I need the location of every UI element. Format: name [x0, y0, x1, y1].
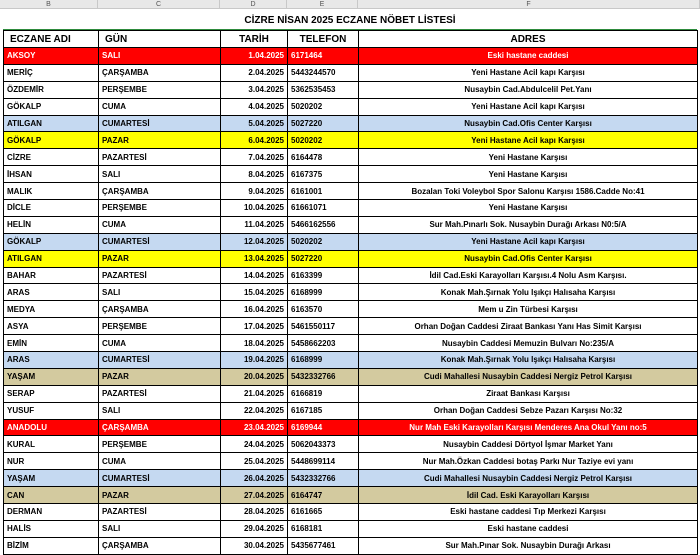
cell-date[interactable]: 5.04.2025: [221, 115, 288, 132]
cell-address[interactable]: Konak Mah.Şırnak Yolu Işıkçı Halısaha Karşısı: [359, 352, 698, 369]
cell-date[interactable]: 12.04.2025: [221, 233, 288, 250]
cell-address[interactable]: Eski hastane caddesi: [359, 520, 698, 537]
cell-date[interactable]: 26.04.2025: [221, 470, 288, 487]
table-row: [4, 166, 698, 183]
cell-date[interactable]: 20.04.2025: [221, 368, 288, 385]
cell-date[interactable]: 27.04.2025: [221, 487, 288, 504]
cell-phone[interactable]: 6171464: [288, 48, 359, 65]
sheet-title: CİZRE NİSAN 2025 ECZANE NÖBET LİSTESİ: [244, 15, 456, 26]
cell-phone[interactable]: 6168999: [288, 352, 359, 369]
cell-address[interactable]: Orhan Doğan Caddesi Sebze Pazarı Karşısı No:32: [359, 402, 698, 419]
cell-address[interactable]: Yeni Hastane Acil kapı Karşısı: [359, 64, 698, 81]
cell-address[interactable]: Yeni Hastane Acil kapı Karşısı: [359, 98, 698, 115]
table-row: [4, 470, 698, 487]
cell-address[interactable]: Nur Mah Eski Karayolları Karşısı Menderes Ana Okul Yanı no:5: [359, 419, 698, 436]
cell-day[interactable]: PAZAR: [99, 487, 221, 504]
cell-address[interactable]: Nusaybin Caddesi Memuzin Bulvarı No:235/A: [359, 335, 698, 352]
cell-day[interactable]: CUMARTESİ: [99, 115, 221, 132]
table-row: [4, 352, 698, 369]
cell-phone[interactable]: 5362535453: [288, 81, 359, 98]
cell-address[interactable]: Nusaybin Caddesi Dörtyol İşmar Market Yanı: [359, 436, 698, 453]
cell-date[interactable]: 7.04.2025: [221, 149, 288, 166]
cell-date[interactable]: 3.04.2025: [221, 81, 288, 98]
cell-date[interactable]: 4.04.2025: [221, 98, 288, 115]
cell-date[interactable]: 17.04.2025: [221, 318, 288, 335]
cell-date[interactable]: 25.04.2025: [221, 453, 288, 470]
column-letter-c[interactable]: C: [98, 0, 220, 9]
cell-day[interactable]: ÇARŞAMBA: [99, 419, 221, 436]
spreadsheet-column-header: [0, 0, 700, 9]
cell-pharmacy-name[interactable]: KURAL: [4, 436, 99, 453]
cell-phone[interactable]: 6167375: [288, 166, 359, 183]
cell-address[interactable]: Nur Mah.Özkan Caddesi botaş Parkı Nur Taziye evi yanı: [359, 453, 698, 470]
cell-pharmacy-name[interactable]: ÖZDEMİR: [4, 81, 99, 98]
cell-pharmacy-name[interactable]: İHSAN: [4, 166, 99, 183]
cell-address[interactable]: Orhan Doğan Caddesi Ziraat Bankası Yanı Has Simit Karşısı: [359, 318, 698, 335]
cell-day[interactable]: SALI: [99, 166, 221, 183]
cell-phone[interactable]: 5466162556: [288, 216, 359, 233]
header-pharmacy-name[interactable]: ECZANE ADI: [4, 31, 99, 48]
cell-phone[interactable]: 5027220: [288, 115, 359, 132]
cell-date[interactable]: 24.04.2025: [221, 436, 288, 453]
cell-pharmacy-name[interactable]: EMİN: [4, 335, 99, 352]
cell-address[interactable]: Nusaybin Cad.Ofis Center Karşısı: [359, 115, 698, 132]
cell-pharmacy-name[interactable]: CAN: [4, 487, 99, 504]
cell-phone[interactable]: 5020202: [288, 233, 359, 250]
cell-pharmacy-name[interactable]: YUSUF: [4, 402, 99, 419]
cell-day[interactable]: CUMA: [99, 216, 221, 233]
cell-address[interactable]: Yeni Hastane Acil kapı Karşısı: [359, 132, 698, 149]
cell-phone[interactable]: 5448699114: [288, 453, 359, 470]
cell-phone[interactable]: 6161665: [288, 504, 359, 521]
cell-address[interactable]: Sur Mah.Pınar Sok. Nusaybin Durağı Arkası: [359, 537, 698, 554]
pharmacy-duty-table: [3, 30, 698, 555]
cell-day[interactable]: PAZAR: [99, 250, 221, 267]
cell-pharmacy-name[interactable]: AKSOY: [4, 48, 99, 65]
table-row: [4, 183, 698, 200]
table-row: [4, 301, 698, 318]
cell-day[interactable]: CUMA: [99, 453, 221, 470]
cell-date[interactable]: 18.04.2025: [221, 335, 288, 352]
cell-day[interactable]: PAZAR: [99, 132, 221, 149]
cell-day[interactable]: PERŞEMBE: [99, 436, 221, 453]
cell-phone[interactable]: 6161001: [288, 183, 359, 200]
cell-day[interactable]: ÇARŞAMBA: [99, 64, 221, 81]
cell-pharmacy-name[interactable]: DERMAN: [4, 504, 99, 521]
header-date[interactable]: TARİH: [221, 31, 288, 48]
cell-phone[interactable]: 6163399: [288, 267, 359, 284]
cell-address[interactable]: İdil Cad.Eski Karayolları Karşısı.4 Nolu Asm Karşısı.: [359, 267, 698, 284]
cell-day[interactable]: PAZARTESİ: [99, 385, 221, 402]
table-row: [4, 385, 698, 402]
cell-pharmacy-name[interactable]: NUR: [4, 453, 99, 470]
cell-day[interactable]: SALI: [99, 402, 221, 419]
cell-address[interactable]: Eski hastane caddesi: [359, 48, 698, 65]
table-row: [4, 200, 698, 217]
cell-pharmacy-name[interactable]: ATILGAN: [4, 115, 99, 132]
cell-pharmacy-name[interactable]: HALİS: [4, 520, 99, 537]
header-day[interactable]: GÜN: [99, 31, 221, 48]
cell-address[interactable]: Yeni Hastane Karşısı: [359, 200, 698, 217]
cell-phone[interactable]: 5461550117: [288, 318, 359, 335]
table-row: [4, 537, 698, 554]
cell-phone[interactable]: 61661071: [288, 200, 359, 217]
table-row: [4, 368, 698, 385]
cell-day[interactable]: SALI: [99, 520, 221, 537]
cell-phone[interactable]: 6169944: [288, 419, 359, 436]
table-row: [4, 81, 698, 98]
cell-address[interactable]: Bozalan Toki Voleybol Spor Salonu Karşısı 1586.Cadde No:41: [359, 183, 698, 200]
cell-address[interactable]: Konak Mah.Şırnak Yolu Işıkçı Halısaha Karşısı: [359, 284, 698, 301]
table-row: [4, 149, 698, 166]
cell-day[interactable]: SALI: [99, 48, 221, 65]
table-row: [4, 233, 698, 250]
cell-day[interactable]: PAZARTESİ: [99, 504, 221, 521]
table-body: [4, 48, 698, 555]
cell-date[interactable]: 9.04.2025: [221, 183, 288, 200]
cell-address[interactable]: Cudi Mahallesi Nusaybin Caddesi Nergiz Petrol Karşısı: [359, 368, 698, 385]
table-row: [4, 267, 698, 284]
cell-address[interactable]: Nusaybin Cad.Abdulcelil Pet.Yanı: [359, 81, 698, 98]
cell-pharmacy-name[interactable]: YAŞAM: [4, 368, 99, 385]
table-row: [4, 520, 698, 537]
cell-day[interactable]: CUMA: [99, 335, 221, 352]
cell-phone[interactable]: 5435677461: [288, 537, 359, 554]
cell-phone[interactable]: 5062043373: [288, 436, 359, 453]
column-letter-d[interactable]: D: [220, 0, 287, 9]
cell-date[interactable]: 16.04.2025: [221, 301, 288, 318]
cell-date[interactable]: 30.04.2025: [221, 537, 288, 554]
cell-phone[interactable]: 6166819: [288, 385, 359, 402]
cell-date[interactable]: 1.04.2025: [221, 48, 288, 65]
cell-date[interactable]: 21.04.2025: [221, 385, 288, 402]
table-row: [4, 216, 698, 233]
column-letter-f[interactable]: F: [358, 0, 700, 9]
cell-date[interactable]: 8.04.2025: [221, 166, 288, 183]
cell-pharmacy-name[interactable]: ATILGAN: [4, 250, 99, 267]
cell-pharmacy-name[interactable]: ARAS: [4, 284, 99, 301]
table-row: [4, 402, 698, 419]
cell-date[interactable]: 29.04.2025: [221, 520, 288, 537]
cell-phone[interactable]: 6168999: [288, 284, 359, 301]
cell-phone[interactable]: 5020202: [288, 132, 359, 149]
cell-phone[interactable]: 5443244570: [288, 64, 359, 81]
cell-phone[interactable]: 5432332766: [288, 368, 359, 385]
cell-pharmacy-name[interactable]: HELİN: [4, 216, 99, 233]
table-row: [4, 64, 698, 81]
cell-day[interactable]: CUMARTESİ: [99, 233, 221, 250]
cell-day[interactable]: SALI: [99, 284, 221, 301]
cell-day[interactable]: PERŞEMBE: [99, 200, 221, 217]
cell-pharmacy-name[interactable]: ANADOLU: [4, 419, 99, 436]
header-address[interactable]: ADRES: [359, 31, 698, 48]
cell-phone[interactable]: 6168181: [288, 520, 359, 537]
cell-pharmacy-name[interactable]: MEDYA: [4, 301, 99, 318]
cell-pharmacy-name[interactable]: YAŞAM: [4, 470, 99, 487]
table-row: [4, 419, 698, 436]
cell-date[interactable]: 11.04.2025: [221, 216, 288, 233]
cell-address[interactable]: Ziraat Bankası Karşısı: [359, 385, 698, 402]
table-row: [4, 318, 698, 335]
cell-day[interactable]: ÇARŞAMBA: [99, 537, 221, 554]
cell-date[interactable]: 19.04.2025: [221, 352, 288, 369]
cell-phone[interactable]: 5027220: [288, 250, 359, 267]
table-row: [4, 436, 698, 453]
column-letter-e[interactable]: E: [287, 0, 358, 9]
cell-address[interactable]: Cudi Mahallesi Nusaybin Caddesi Nergiz Petrol Karşısı: [359, 470, 698, 487]
cell-address[interactable]: Eski hastane caddesi Tıp Merkezi Karşısı: [359, 504, 698, 521]
cell-day[interactable]: PERŞEMBE: [99, 318, 221, 335]
cell-day[interactable]: ÇARŞAMBA: [99, 301, 221, 318]
column-letter-b[interactable]: B: [0, 0, 98, 9]
cell-pharmacy-name[interactable]: GÖKALP: [4, 98, 99, 115]
cell-address[interactable]: Mem u Zin Türbesi Karşısı: [359, 301, 698, 318]
cell-phone[interactable]: 6167185: [288, 402, 359, 419]
cell-address[interactable]: İdil Cad. Eski Karayolları Karşısı: [359, 487, 698, 504]
cell-pharmacy-name[interactable]: DİCLE: [4, 200, 99, 217]
cell-phone[interactable]: 5432332766: [288, 470, 359, 487]
cell-date[interactable]: 6.04.2025: [221, 132, 288, 149]
cell-pharmacy-name[interactable]: GÖKALP: [4, 132, 99, 149]
cell-pharmacy-name[interactable]: SERAP: [4, 385, 99, 402]
cell-phone[interactable]: 5020202: [288, 98, 359, 115]
table-row: [4, 98, 698, 115]
cell-address[interactable]: Yeni Hastane Acil kapı Karşısı: [359, 233, 698, 250]
cell-date[interactable]: 2.04.2025: [221, 64, 288, 81]
table-header-row: [4, 31, 698, 48]
cell-pharmacy-name[interactable]: ASYA: [4, 318, 99, 335]
cell-day[interactable]: PAZAR: [99, 368, 221, 385]
header-phone[interactable]: TELEFON: [288, 31, 359, 48]
table-row: [4, 284, 698, 301]
table-row: [4, 132, 698, 149]
cell-date[interactable]: 23.04.2025: [221, 419, 288, 436]
cell-address[interactable]: Yeni Hastane Karşısı: [359, 166, 698, 183]
cell-phone[interactable]: 6164747: [288, 487, 359, 504]
cell-day[interactable]: ÇARŞAMBA: [99, 183, 221, 200]
table-row: [4, 504, 698, 521]
cell-pharmacy-name[interactable]: BİZİM: [4, 537, 99, 554]
cell-date[interactable]: 22.04.2025: [221, 402, 288, 419]
table-row: [4, 453, 698, 470]
cell-pharmacy-name[interactable]: CİZRE: [4, 149, 99, 166]
cell-date[interactable]: 28.04.2025: [221, 504, 288, 521]
cell-date[interactable]: 14.04.2025: [221, 267, 288, 284]
table-row: [4, 48, 698, 65]
cell-day[interactable]: CUMARTESİ: [99, 352, 221, 369]
cell-pharmacy-name[interactable]: GÖKALP: [4, 233, 99, 250]
cell-day[interactable]: CUMARTESİ: [99, 470, 221, 487]
table-row: [4, 487, 698, 504]
table-row: [4, 115, 698, 132]
cell-phone[interactable]: 6163570: [288, 301, 359, 318]
cell-day[interactable]: PAZARTESİ: [99, 149, 221, 166]
cell-day[interactable]: PAZARTESİ: [99, 267, 221, 284]
cell-pharmacy-name[interactable]: MERİÇ: [4, 64, 99, 81]
table-row: [4, 335, 698, 352]
cell-day[interactable]: CUMA: [99, 98, 221, 115]
table-row: [4, 250, 698, 267]
cell-pharmacy-name[interactable]: BAHAR: [4, 267, 99, 284]
cell-phone[interactable]: 6164478: [288, 149, 359, 166]
cell-date[interactable]: 10.04.2025: [221, 200, 288, 217]
cell-address[interactable]: Sur Mah.Pınarlı Sok. Nusaybin Durağı Arkası N0:5/A: [359, 216, 698, 233]
cell-pharmacy-name[interactable]: MALIK: [4, 183, 99, 200]
cell-day[interactable]: PERŞEMBE: [99, 81, 221, 98]
cell-date[interactable]: 13.04.2025: [221, 250, 288, 267]
cell-address[interactable]: Yeni Hastane Karşısı: [359, 149, 698, 166]
cell-address[interactable]: Nusaybin Cad.Ofis Center Karşısı: [359, 250, 698, 267]
cell-date[interactable]: 15.04.2025: [221, 284, 288, 301]
cell-phone[interactable]: 5458662203: [288, 335, 359, 352]
cell-pharmacy-name[interactable]: ARAS: [4, 352, 99, 369]
